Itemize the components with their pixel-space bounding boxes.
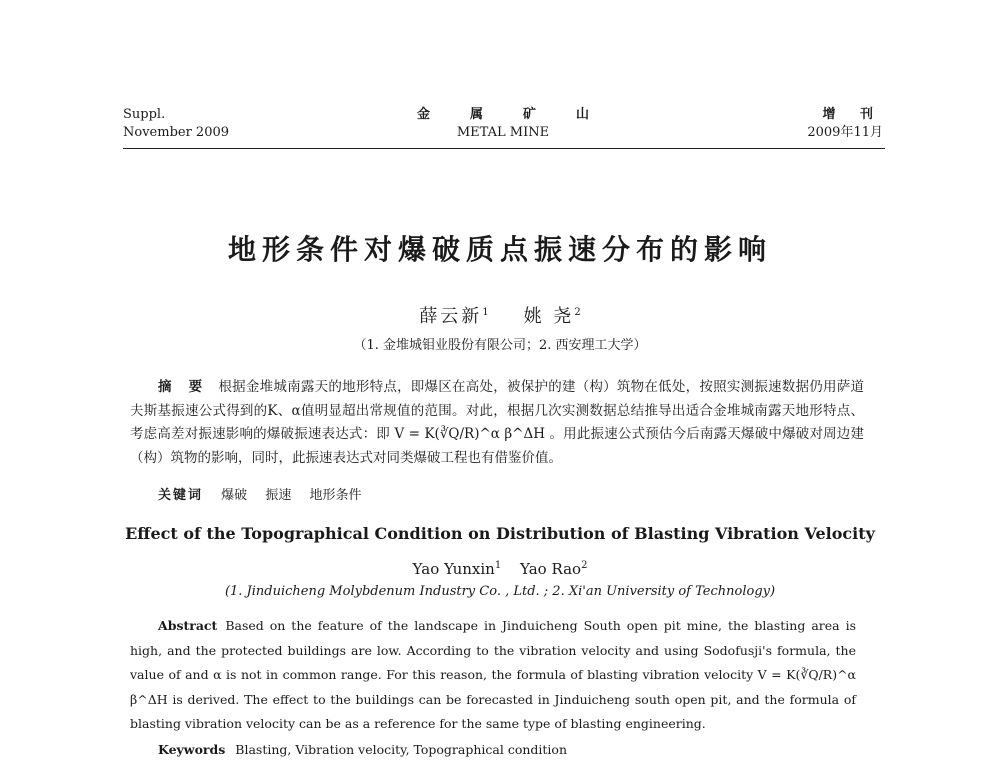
affiliation-cn: （1. 金堆城钼业股份有限公司；2. 西安理工大学） xyxy=(353,338,647,353)
authors-en xyxy=(0,560,1000,578)
authors-cn xyxy=(0,302,1000,328)
author-2-affil-mark: 2 xyxy=(574,307,581,318)
journal-header xyxy=(123,106,883,146)
keyword-cn: 爆破 xyxy=(221,488,248,503)
keyword-cn: 振速 xyxy=(265,488,292,503)
journal-name-en: METAL MINE xyxy=(456,125,550,140)
header-right xyxy=(807,106,883,142)
author-1-affil-mark: 1 xyxy=(482,307,489,318)
keyword-cn: 地形条件 xyxy=(309,488,362,503)
abstract-label-cn: 摘 要 xyxy=(158,379,209,395)
abstract-en xyxy=(130,614,856,737)
supplement-label-cn: 增 刊 xyxy=(822,107,883,122)
keywords-cn xyxy=(158,484,375,503)
abstract-text-en: Based on the feature of the landscape in Jinduicheng South open pit mine, the blasting area is high, and the protected buildings are low. According to the vibration velocity and using Sodofusji's formula, the value of and α is not in common range. For this reason, the formula of blasting vibration velocity V = K(∛Q/R)^α β^ΔH is derived. The effect to the buildings can be forecasted in Jinduicheng south open pit, and the formula of blasting vibration velocity can be as a reference for the same type of blasting engineering. xyxy=(130,618,856,731)
issue-date-en: November 2009 xyxy=(123,125,230,140)
author-1-en: Yao Yunxin xyxy=(412,560,495,578)
keywords-en xyxy=(158,742,567,757)
paper-title-en: Effect of the Topographical Condition on Distribution of Blasting Vibration Velocity xyxy=(125,524,875,543)
abstract-cn xyxy=(130,376,864,470)
author-2-en: Yao Rao xyxy=(520,560,582,578)
header-rule xyxy=(123,148,885,149)
author-2-cn: 姚 尧 xyxy=(523,306,575,327)
author-1-affil-mark-en: 1 xyxy=(494,560,502,571)
header-center xyxy=(123,106,883,142)
keywords-label-en: Keywords xyxy=(158,742,226,757)
abstract-label-en: Abstract xyxy=(158,618,218,633)
keywords-label-cn: 关键词 xyxy=(158,488,204,503)
issue-date-cn: 2009年11月 xyxy=(807,125,883,140)
author-1-cn: 薛云新 xyxy=(419,306,483,327)
paper-title-cn: 地形条件对爆破质点振速分布的影响 xyxy=(227,233,772,266)
author-2-affil-mark-en: 2 xyxy=(581,560,588,571)
abstract-text-cn: 根据金堆城南露天的地形特点，即爆区在高处，被保护的建（构）筑物在低处，按照实测振速数据仍用萨道夫斯基振速公式得到的K、α值明显超出常规值的范围。对此，根据几次实测数据总结推导出适合金堆城南露天地形特点、考虑高差对振速影响的爆破振速表达式：即 V = K(∛Q/R)^α β^ΔH 。用此振速公式预估今后南露天爆破中爆破对周边建（构）筑物的影响，同时，此振速表达式对同类爆破工程也有借鉴价值。 xyxy=(130,379,865,466)
keywords-text-en: Blasting, Vibration velocity, Topographical condition xyxy=(235,742,568,757)
supplement-label: Suppl. xyxy=(123,107,166,122)
affiliation-en: (1. Jinduicheng Molybdenum Industry Co. , Ltd. ; 2. Xi'an University of Technology) xyxy=(224,584,776,599)
journal-name-cn: 金属矿山 xyxy=(416,107,629,122)
